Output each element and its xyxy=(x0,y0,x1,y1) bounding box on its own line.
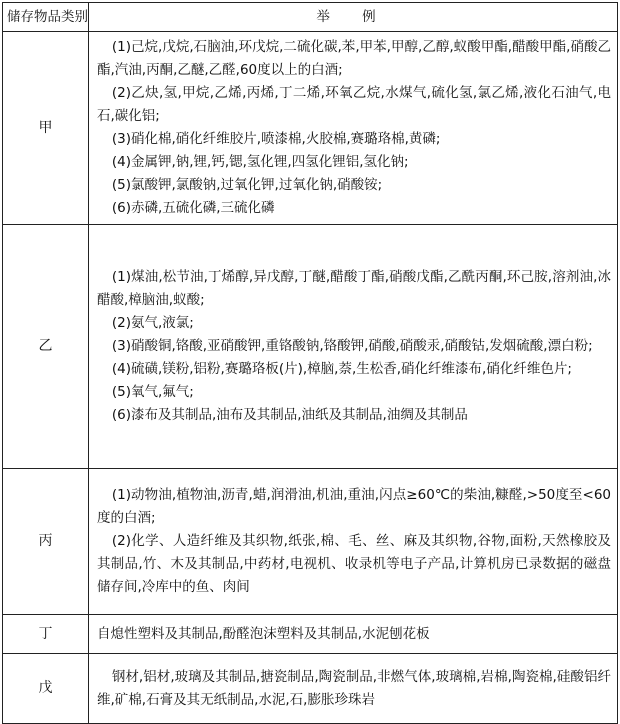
list-item: (6)漆布及其制品,油布及其制品,油纸及其制品,油绸及其制品 xyxy=(111,407,468,423)
list-item: 钢材,铝材,玻璃及其制品,搪瓷制品,陶瓷制品,非燃气体,玻璃棉,岩棉,陶瓷棉,硅酸铝纤维,矿棉,石膏及其无纸制品,水泥,石,膨胀珍珠岩 xyxy=(97,668,611,708)
list-item: (6)赤磷,五硫化磷,三硫化磷 xyxy=(111,200,275,216)
examples-cell xyxy=(89,615,618,654)
examples-cell xyxy=(89,225,618,469)
storage-category-table xyxy=(2,2,618,724)
list-item: (5)氯酸钾,氯酸钠,过氧化钾,过氧化钠,硝酸铵; xyxy=(111,177,383,193)
list-item: (5)氧气,氟气; xyxy=(111,384,194,400)
category-cell: 甲 xyxy=(3,32,89,225)
header-examples: 举 例 xyxy=(89,3,618,32)
examples-cell xyxy=(89,469,618,615)
table-row xyxy=(3,615,618,654)
list-item: (4)硫磺,镁粉,铝粉,赛璐珞板(片),樟脑,萘,生松香,硝化纤维漆布,硝化纤维色片; xyxy=(111,361,572,377)
category-cell: 丙 xyxy=(3,469,89,615)
list-item: 自熄性塑料及其制品,酚醛泡沫塑料及其制品,水泥刨花板 xyxy=(97,625,430,642)
list-item: (2)化学、人造纤维及其织物,纸张,棉、毛、丝、麻及其织物,谷物,面粉,天然橡胶及其制品,竹、木及其制品,中药材,电视机、收录机等电子产品,计算机房已录数据的磁盘储存间,冷库中的鱼、肉间 xyxy=(97,533,611,595)
category-cell: 乙 xyxy=(3,225,89,469)
header-category: 储存物品类别 xyxy=(3,3,89,32)
list-item: (3)硝化棉,硝化纤维胶片,喷漆棉,火胶棉,赛璐珞棉,黄磷; xyxy=(111,131,441,147)
table-row xyxy=(3,654,618,724)
table-row xyxy=(3,225,618,469)
list-item: (1)煤油,松节油,丁烯醇,异戊醇,丁醚,醋酸丁酯,硝酸戊酯,乙酰丙酮,环己胺,溶剂油,冰醋酸,樟脑油,蚁酸; xyxy=(97,269,611,308)
list-item: (4)金属钾,钠,锂,钙,锶,氢化锂,四氢化锂铝,氢化钠; xyxy=(111,154,409,170)
list-item: (3)硝酸铜,铬酸,亚硝酸钾,重铬酸钠,铬酸钾,硝酸,硝酸汞,硝酸钴,发烟硫酸,漂白粉; xyxy=(111,338,593,354)
table-header-row xyxy=(3,3,618,32)
examples-cell xyxy=(89,32,618,225)
list-item: (1)动物油,植物油,沥青,蜡,润滑油,机油,重油,闪点≥60℃的柴油,糠醛,>50度至<60度的白酒; xyxy=(97,487,611,526)
category-cell: 丁 xyxy=(3,615,89,654)
table-row xyxy=(3,32,618,225)
list-item: (2)乙炔,氢,甲烷,乙烯,丙烯,丁二烯,环氧乙烷,水煤气,硫化氢,氯乙烯,液化石油气,电石,碳化铝; xyxy=(97,85,611,124)
examples-cell xyxy=(89,654,618,724)
list-item: (2)氨气,液氯; xyxy=(111,315,194,331)
table-row xyxy=(3,469,618,615)
list-item: (1)己烷,戊烷,石脑油,环戊烷,二硫化碳,苯,甲苯,甲醇,乙醇,蚁酸甲酯,醋酸甲酯,硝酸乙酯,汽油,丙酮,乙醚,乙醛,60度以上的白酒; xyxy=(97,39,611,78)
category-cell: 戊 xyxy=(3,654,89,724)
